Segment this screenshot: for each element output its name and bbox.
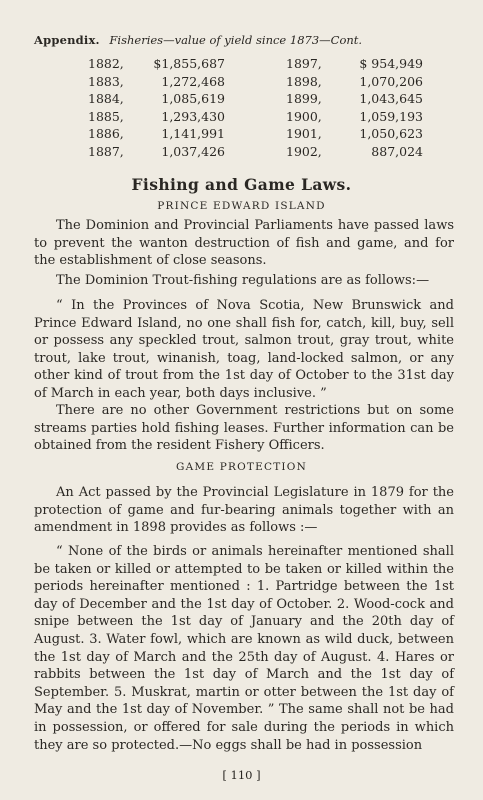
year-cell: 1885, bbox=[88, 108, 124, 124]
region-subheading: PRINCE EDWARD ISLAND bbox=[157, 200, 326, 212]
game-protection-heading: GAME PROTECTION bbox=[176, 461, 307, 473]
trout-intro-paragraph: The Dominion Trout-fishing regulations are as follows:— bbox=[56, 273, 430, 288]
year-cell: 1884, bbox=[88, 91, 124, 107]
value-cell: 1,050,623 bbox=[359, 126, 423, 142]
year-cell: 1882, bbox=[88, 56, 124, 71]
year-cell: 1887, bbox=[88, 143, 124, 159]
running-header-title: Fisheries—value of yield since 1873—Cont. bbox=[109, 33, 363, 47]
value-cell: 1,293,430 bbox=[161, 108, 225, 124]
value-cell: 887,024 bbox=[371, 143, 423, 159]
year-cell: 1899, bbox=[286, 91, 322, 107]
value-cell: 1,070,206 bbox=[359, 73, 423, 89]
game-law-quote: “ None of the birds or animals hereinafter mentioned shall be taken or killed or attempted to be taken or killed within the periods hereinafter mentioned : 1. Partridge between the 1st day of December and the 1st day of October. 2. Wood-cock and snipe between the 1st day of January and the 20th day of August. 3. Water fowl, which are known as wild duck, between the 1st day of March and the 25th day of August. 4. Hares or rabbits between the 1st day of March and the 1st day of September. 5. Muskrat, martin or otter between the 1st day of May and the 1st day of November. ” The same shall not be had in possession, or offered for sale during the periods in which they are so protected.—No eggs shall be had in possession bbox=[34, 544, 454, 753]
value-cell: $ 954,949 bbox=[359, 56, 423, 71]
value-cell: 1,037,426 bbox=[161, 143, 225, 159]
value-cell: 1,272,468 bbox=[161, 73, 225, 89]
year-cell: 1886, bbox=[88, 126, 124, 142]
section-title: Fishing and Game Laws. bbox=[131, 175, 352, 194]
act-paragraph: An Act passed by the Provincial Legislature in 1879 for the protection of game and fur-bearing animals together with an amendment in 1898 provides as follows :— bbox=[34, 485, 454, 536]
year-cell: 1902, bbox=[286, 143, 322, 159]
running-header bbox=[34, 33, 362, 47]
appendix-label: Appendix. bbox=[34, 33, 100, 47]
value-cell: $1,855,687 bbox=[153, 56, 225, 71]
year-cell: 1901, bbox=[286, 126, 322, 142]
trout-regulation-quote: “ In the Provinces of Nova Scotia, New Brunswick and Prince Edward Island, no one shall fish for, catch, kill, buy, sell or possess any speckled trout, salmon trout, gray trout, white trout, lake trout, winanish, toag, land-locked salmon, or any other kind of trout from the 1st day of October to the 31st day of March in each year, both days inclusive. ” bbox=[34, 298, 454, 401]
value-cell: 1,059,193 bbox=[359, 108, 423, 124]
year-cell: 1898, bbox=[286, 73, 322, 89]
value-cell: 1,085,619 bbox=[161, 91, 225, 107]
restrictions-paragraph: There are no other Government restrictions but on some streams parties hold fishing leases. Further information can be obtained from the resident Fishery Officers. bbox=[34, 403, 454, 454]
year-cell: 1883, bbox=[88, 73, 124, 89]
year-cell: 1897, bbox=[286, 56, 322, 71]
year-cell: 1900, bbox=[286, 108, 322, 124]
value-cell: 1,043,645 bbox=[359, 91, 423, 107]
value-cell: 1,141,991 bbox=[161, 126, 225, 142]
page-number: [ 110 ] bbox=[222, 768, 261, 782]
intro-paragraph: The Dominion and Provincial Parliaments have passed laws to prevent the wanton destruction of fish and game, and for the establishment of close seasons. bbox=[34, 218, 454, 269]
